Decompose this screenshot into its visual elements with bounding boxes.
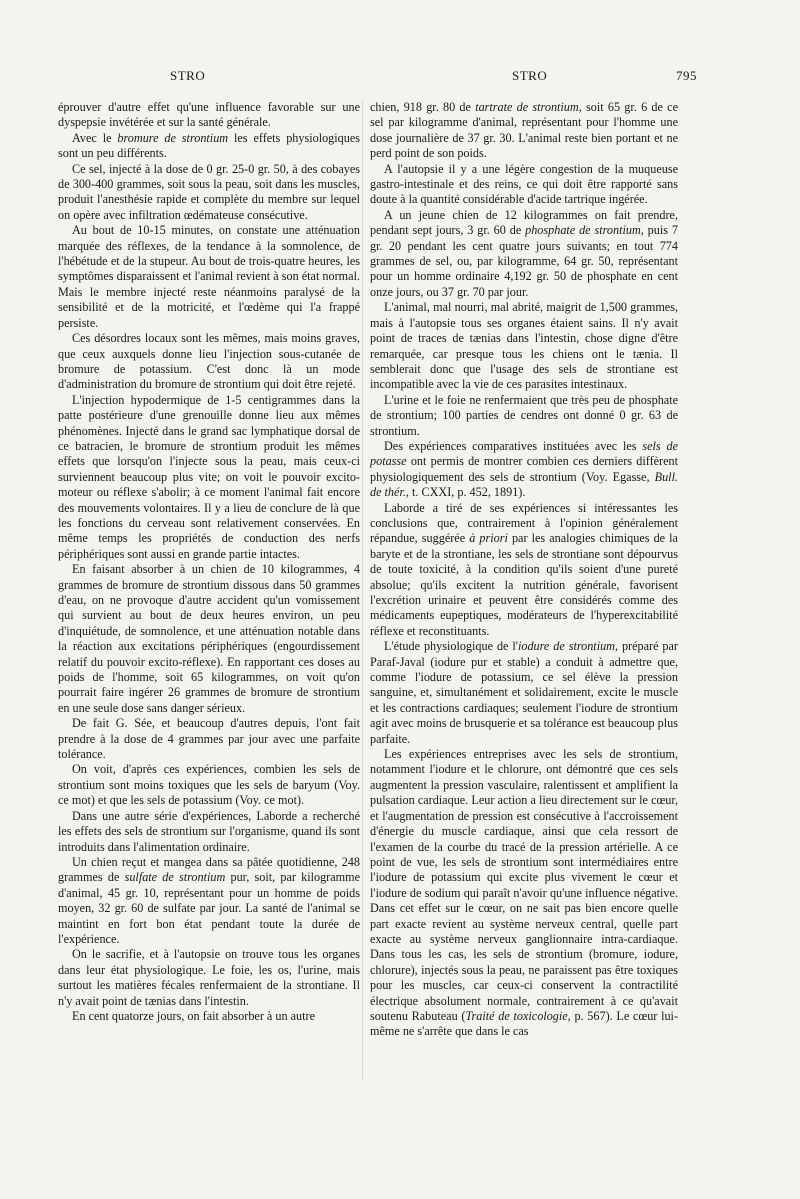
paragraph	[58, 947, 360, 1009]
text-run: L'injection hypodermique de 1-5 centigrammes dans la patte postérieure d'une grenouille donne lieu aux mêmes phénomènes. Injecté dans le grand sac lymphatique dorsal de ce batracien, le bromure de strontium produit les mêmes effets que lorsqu'on l'injecte sous la peau, mais ceux-ci surviennent beaucoup plus vite; on voit le pouvoir excito-moteur ou réflexe s'abolir; à ce moment l'animal fait encore des mouvements volontaires. Il y a lieu de conclure de là que les fonctions du cerveau sont relativement conservées. En même temps les propriétés de conduction des nerfs périphériques sont aussi en grande partie intactes.	[58, 392, 360, 561]
running-header	[0, 68, 800, 88]
text-run: On le sacrifie, et à l'autopsie on trouve tous les organes dans leur état physiologique. Le foie, les os, l'urine, mais surtout les matières fécales renfermaient de la strontiane. Il n'y avait point de tænias dans l'intestin.	[58, 947, 360, 1008]
text-run: , préparé par Paraf-Javal (iodure pur et stable) a conduit à admettre que, comme l'iodure de potassium, ce sel élève la pression sanguine, et, simultanément et solidairement, excite le muscle et les contractions cardiaques; seulement l'iodure de strontium agit avec moins de brusquerie et sa tolérance est beaucoup plus parfaite.	[370, 639, 678, 746]
paragraph	[370, 393, 678, 439]
header-right-title: STRO	[512, 68, 548, 83]
text-run: Au bout de 10-15 minutes, on constate une atténuation marquée des réflexes, de la tendance à la somnolence, de l'hébétude et de la stupeur. Au bout de trois-quatre heures, les symptômes disparaissent et l'animal revient à son état normal. Mais le membre injecté reste néanmoins paralysé de la sensibilité et de la motricité, et l'œdème qui l'a frappé persiste.	[58, 223, 360, 330]
paragraph	[370, 208, 678, 300]
text-run: chien, 918 gr. 80 de	[370, 100, 476, 114]
paragraph	[370, 162, 678, 208]
paragraph	[58, 716, 360, 762]
right-column	[370, 100, 678, 1040]
text-run: Un chien reçut et mangea dans sa pâtée quotidienne, 248 grammes de	[58, 854, 360, 885]
paragraph	[58, 223, 360, 331]
text-run: L'urine et le foie ne renfermaient que très peu de phosphate de strontium; 100 parties de cendres ont donné 0 gr. 63 de strontium.	[370, 392, 678, 438]
paragraph	[58, 331, 360, 393]
text-run: , t. CXXI, p. 452, 1891).	[405, 485, 526, 500]
text-run: pur, soit, par kilogramme d'animal, 45 gr. 10, représentant pour un homme de poids moyen, 32 gr. 60 de sulfate par jour. La santé de l'animal se maintint en fort bon état pendant toute la durée de l'expérience.	[58, 870, 360, 946]
paragraph	[58, 393, 360, 562]
text-run: Laborde a tiré de ses expériences si intéressantes les conclusions que, contrairement à l'opinion généralement répandue, suggérée	[370, 500, 678, 546]
text-run: L'étude physiologique de l'	[384, 639, 518, 654]
column-gutter	[362, 100, 363, 1080]
italic-text: phosphate de strontium	[525, 223, 641, 238]
text-run: En cent quatorze jours, on fait absorber à un autre	[72, 1008, 315, 1023]
header-left-title: STRO	[170, 68, 206, 83]
text-run: , soit 65 gr. 6 de ce sel par kilogramme d'animal, représentant pour l'homme une dose journalière de 37 gr. 30. L'animal reste bien portant et ne perd point de son poids.	[370, 100, 678, 161]
paragraph	[58, 855, 360, 947]
text-run: éprouver d'autre effet qu'une influence favorable sur une dyspepsie invétérée et sur la santé générale.	[58, 100, 360, 130]
text-run: Des expériences comparatives instituées avec les	[384, 438, 643, 453]
text-run: Avec le	[72, 130, 118, 145]
text-run: De fait G. Sée, et beaucoup d'autres depuis, l'ont fait prendre à la dose de 4 grammes par jour avec une parfaite tolérance.	[58, 716, 360, 762]
italic-text: tartrate de strontium	[475, 100, 579, 114]
text-run: , p. 567). Le cœur lui-même ne s'arrête que dans le cas	[370, 1008, 678, 1039]
left-column	[58, 100, 360, 1024]
paragraph	[370, 747, 678, 1040]
text-run: par les analogies chimiques de la baryte et de la strontiane, les sels de strontiane sont dépourvus de toute toxicité, à la condition qu'ils soient d'une pureté absolue; qu'ils excitent la nutrition générale, favorisent l'excrétion urinaire et peuvent être considérés comme des médicaments eupeptiques, modérateurs de l'hyperexcitabilité réflexe et reconstituants.	[370, 531, 678, 638]
italic-text: sulfate de strontium	[124, 870, 226, 885]
paragraph	[58, 100, 360, 131]
text-run: Ce sel, injecté à la dose de 0 gr. 25-0 gr. 50, à des cobayes de 300-400 grammes, soit sous la peau, soit dans les muscles, produit l'anesthésie rapide et complète du membre sur lequel on opère avec infiltration œdémateuse consécutive.	[58, 161, 360, 222]
text-run: L'animal, mal nourri, mal abrité, maigrit de 1,500 grammes, mais à l'autopsie tous ses organes étaient sains. Il n'y avait point de traces de tænias dans l'intestin, chose digne d'être remarquée, car presque tous les chiens ont le tænia. Il semblerait donc que l'usage des sels de strontiane est incompatible avec la vie de ces parasites intestinaux.	[370, 300, 678, 392]
text-run: ont permis de montrer combien ces derniers diffèrent physiologiquement des sels de strontium (Voy. Egasse,	[370, 454, 678, 484]
text-run: Dans une autre série d'expériences, Laborde a recherché les effets des sels de strontium sur l'organisme, quand ils sont introduits dans l'alimentation ordinaire.	[58, 808, 360, 854]
text-run: , puis 7 gr. 20 pendant les cent quatre jours suivants; en tout 774 grammes de sel, ou, par kilogramme, 64 gr. 50, représentant pour un homme ordinaire 4,192 gr. 50 de phosphate en cent onze jours, ou 37 gr. 70 par jour.	[370, 223, 678, 299]
text-run: les effets physiologiques sont un peu différents.	[58, 130, 360, 161]
paragraph	[58, 1009, 360, 1024]
paragraph	[58, 131, 360, 162]
text-run: A l'autopsie il y a une légère congestion de la muqueuse gastro-intestinale et des reins, ce qui doit être rapporté sans doute à la quantité considérable d'acide tartrique ingérée.	[370, 161, 678, 207]
italic-text: iodure de strontium	[517, 639, 615, 654]
italic-text: Traité de toxicologie	[465, 1008, 568, 1023]
text-run: A un jeune chien de 12 kilogrammes on fait prendre, pendant sept jours, 3 gr. 60 de	[370, 207, 678, 238]
italic-text: sels de potasse	[370, 438, 678, 469]
text-run: On voit, d'après ces expériences, combien les sels de strontium sont moins toxiques que les sels de baryum (Voy. ce mot) et que les sels de potassium (Voy. ce mot).	[58, 762, 360, 808]
text-run: Ces désordres locaux sont les mêmes, mais moins graves, que ceux auxquels donne lieu l'injection sous-cutanée de bromure de potassium. C'est donc là un mode d'administration du bromure de strontium qui doit être rejeté.	[58, 331, 360, 392]
paragraph	[370, 439, 678, 501]
italic-text: bromure de strontium	[117, 130, 229, 145]
paragraph	[58, 162, 360, 224]
paragraph	[370, 100, 678, 162]
paragraph	[58, 809, 360, 855]
paragraph	[58, 762, 360, 808]
paragraph	[370, 639, 678, 747]
text-run: En faisant absorber à un chien de 10 kilogrammes, 4 grammes de bromure de strontium dissous dans 50 grammes d'eau, on ne provoque d'autre accident qu'un vomissement qui survient au bout de deux heures environ, un peu d'inquiétude, de somnolence, et une atténuation notable dans la réaction aux excitations périphériques (engourdissement relatif du pouvoir excito-réflexe). En rapportant ces doses au poids de l'homme, soit 65 kilogrammes, on voit qu'on pourrait faire ingérer 26 grammes de bromure de strontium en une seule dose sans danger sérieux.	[58, 562, 360, 715]
paragraph	[58, 562, 360, 716]
paragraph	[370, 300, 678, 392]
italic-text: Bull. de thér.	[370, 469, 678, 500]
text-run: Les expériences entreprises avec les sels de strontium, notamment l'iodure et le chlorure, ont démontré que ces sels augmentent la pression vasculaire, ralentissent et amplifient la pulsation cardiaque. Leur action a lieu directement sur le cœur, et l'augmentation de pression est consécutive à l'accroissement d'énergie du muscle cardiaque, ainsi que cela ressort de l'examen de la courbe du tracé de la pression artérielle. A ce point de vue, les sels de strontium sont intermédiaires entre l'iodure de potassium qui excite plus vivement le cœur et l'iodure de sodium qui paraît n'avoir qu'une influence négative. Dans cet effet sur le cœur, on ne sait pas bien encore quelle part exacte revient au système nerveux central, quelle part exacte au système nerveux ganglionnaire intra-cardiaque. Dans tous les cas, les sels de strontium (bromure, iodure, chlorure), injectés sous la peau, ne paraissent pas être toxiques pour les muscles, car ceux-ci conservent la contractilité électrique absolument normale, contrairement à ce qu'avait soutenu Rabuteau (	[370, 747, 678, 1023]
page-number: 795	[676, 68, 697, 83]
italic-text: à priori	[469, 531, 508, 546]
paragraph	[370, 501, 678, 640]
